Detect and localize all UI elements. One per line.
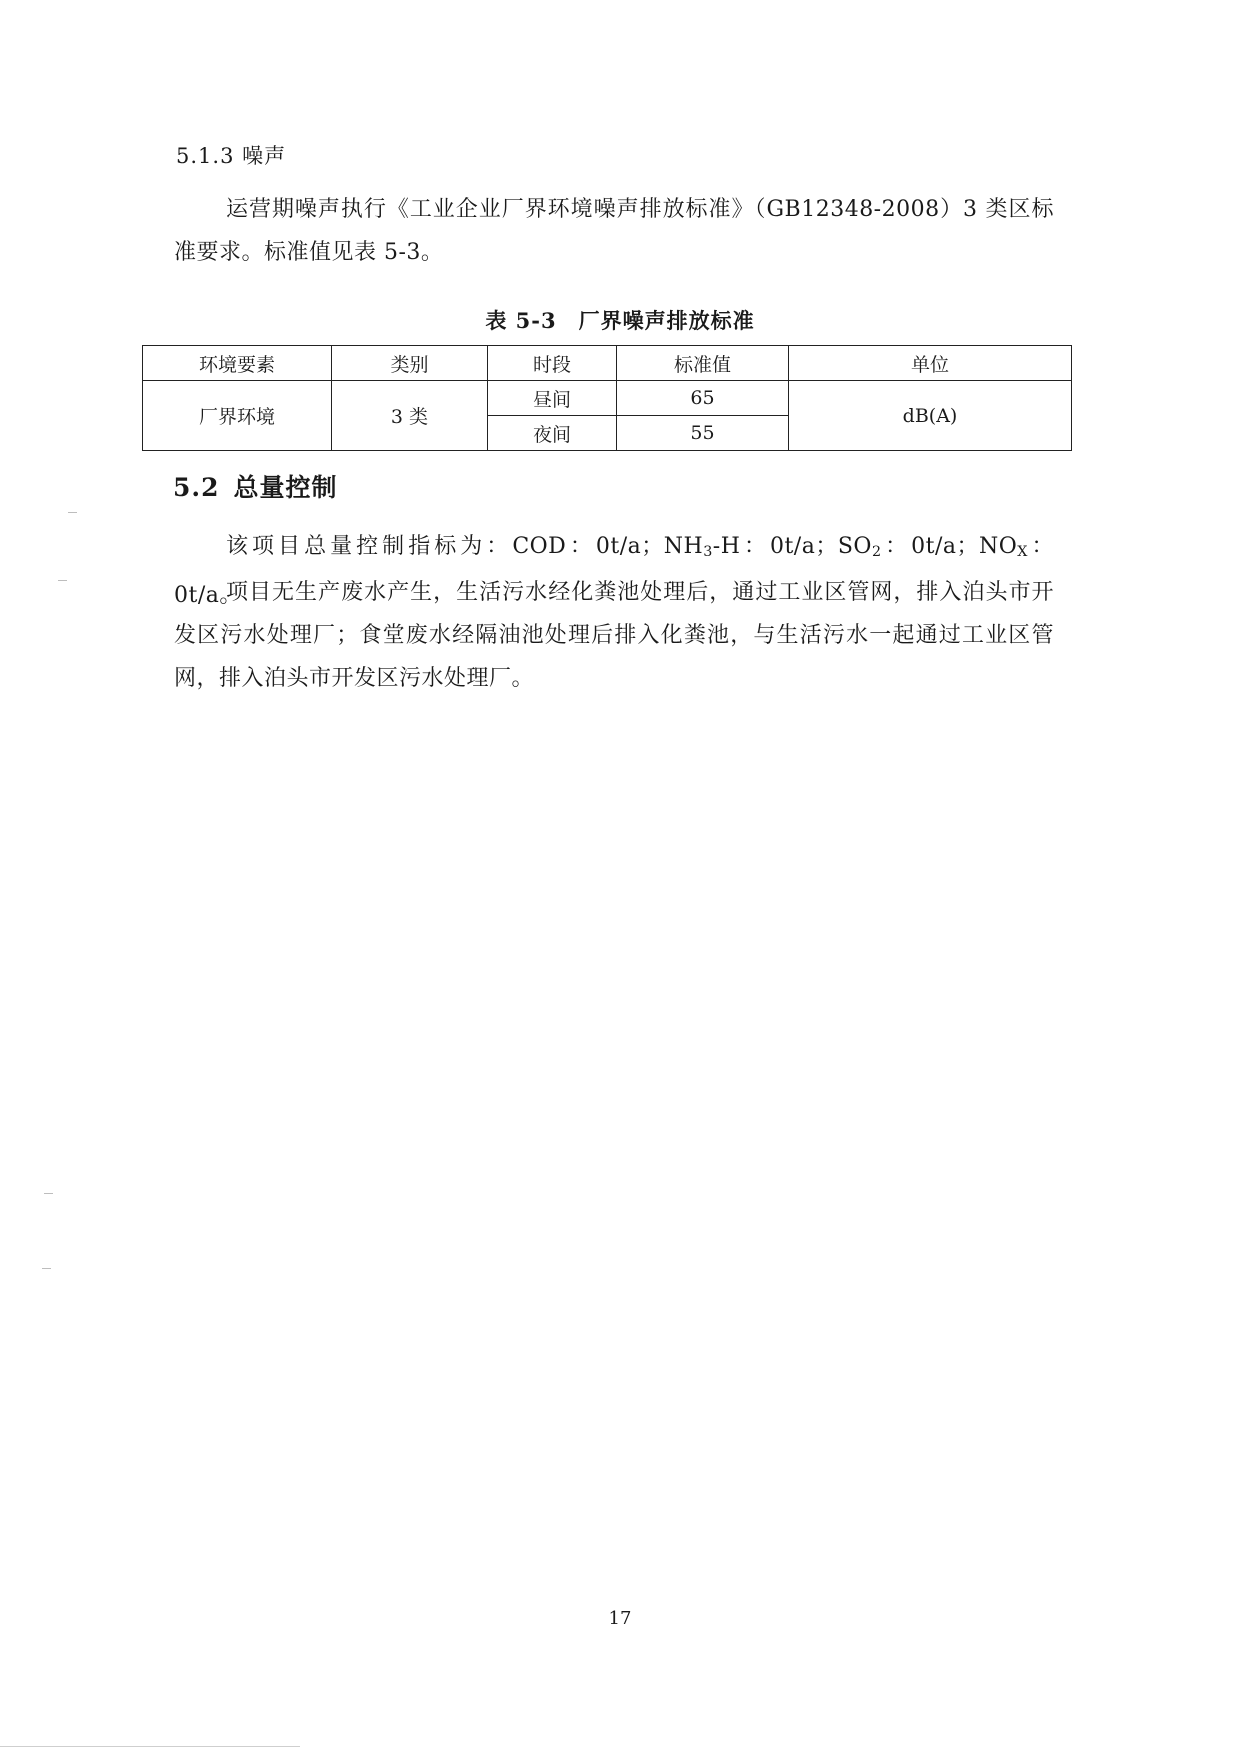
- table-row: [143, 381, 1072, 416]
- scan-mark: [58, 580, 67, 581]
- section-title: 总量控制: [233, 473, 338, 502]
- section-heading: [173, 468, 338, 504]
- subscript: 3: [703, 543, 713, 560]
- table-header-cell: 环境要素: [143, 346, 332, 381]
- noise-standard-table: [142, 345, 1072, 451]
- text-run: 该项目总量控制指标为：COD：0t/a；NH: [226, 534, 704, 559]
- section-number: 5.2: [173, 473, 220, 502]
- table-header-row: [143, 346, 1072, 381]
- subscript: 2: [871, 543, 882, 560]
- table-cell-value: 65: [617, 381, 789, 416]
- scan-mark: [42, 1268, 51, 1269]
- table-cell-category: 3 类: [332, 381, 488, 451]
- text-run: -H：0t/a；SO: [712, 534, 872, 559]
- table-header-cell: 类别: [332, 346, 488, 381]
- text-run: ：0t/a；NO: [881, 534, 1018, 559]
- noise-standard-paragraph: 运营期噪声执行《工业企业厂界环境噪声排放标准》（GB12348-2008）3 类区标准要求。标准值见表 5-3。: [174, 197, 1054, 265]
- table-cell-period: 夜间: [488, 416, 617, 451]
- scan-mark: [68, 512, 77, 513]
- table-cell-period: 昼间: [488, 381, 617, 416]
- scan-mark: [44, 1193, 53, 1194]
- subscript: X: [1017, 543, 1028, 560]
- subsection-heading: 5.1.3 噪声: [176, 144, 287, 168]
- page-number: 17: [608, 1608, 632, 1629]
- table-cell-element: 厂界环境: [143, 381, 332, 451]
- table-header-cell: 时段: [488, 346, 617, 381]
- text-run: ：0t/a。: [174, 534, 1054, 608]
- table-header-cell: 标准值: [617, 346, 789, 381]
- table-cell-unit: dB(A): [789, 381, 1072, 451]
- table-header-cell: 单位: [789, 346, 1072, 381]
- scan-edge-line: [0, 1746, 300, 1747]
- table-caption: 表 5-3 厂界噪声排放标准: [485, 308, 755, 333]
- table-cell-value: 55: [617, 416, 789, 451]
- wastewater-paragraph: 项目无生产废水产生，生活污水经化粪池处理后，通过工业区管网，排入泊头市开发区污水处理厂；食堂废水经隔油池处理后排入化粪池，与生活污水一起通过工业区管网，排入泊头市开发区污水处理厂。: [174, 580, 1054, 691]
